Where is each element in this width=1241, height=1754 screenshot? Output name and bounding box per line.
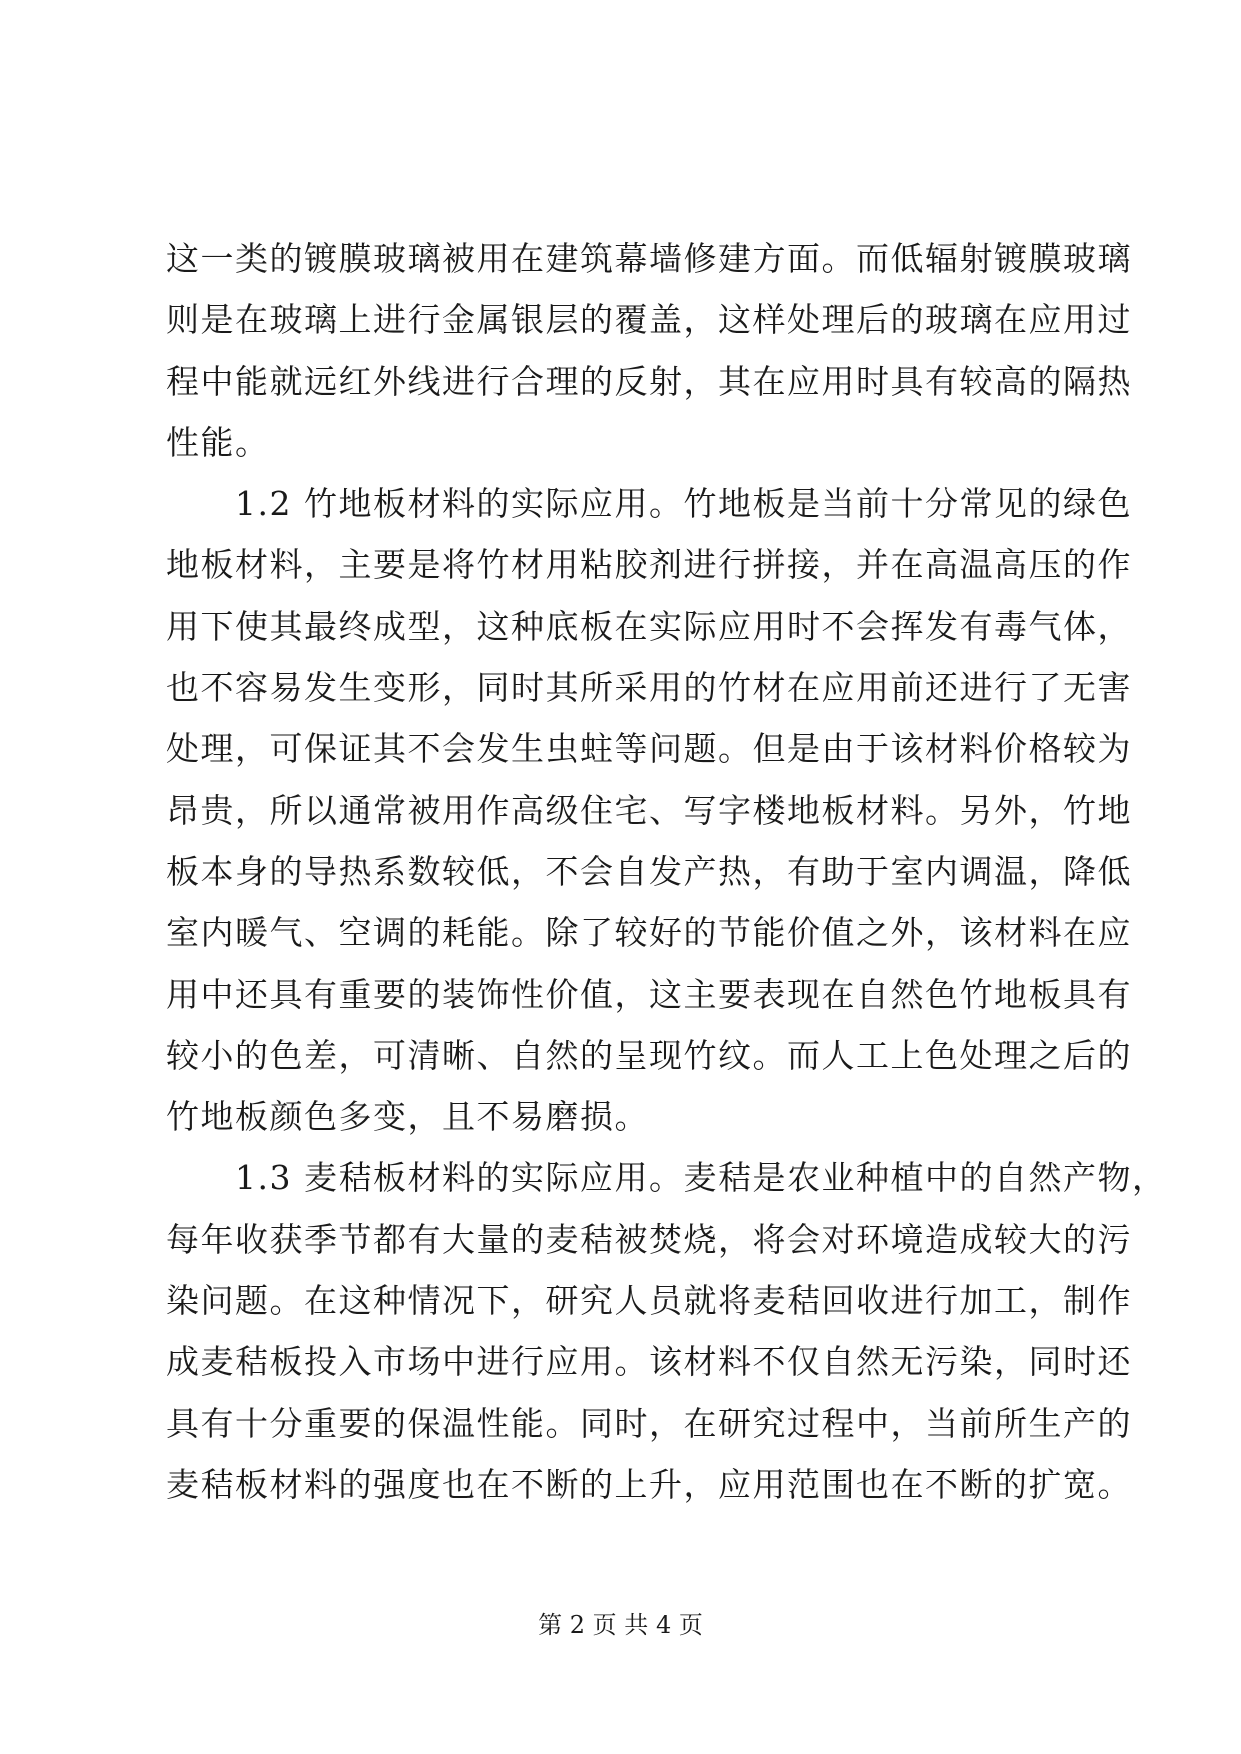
text-line: 染问题。在这种情况下，研究人员就将麦秸回收进行加工，制作 xyxy=(166,1281,1132,1321)
text-line: 昂贵，所以通常被用作高级住宅、写字楼地板材料。另外，竹地 xyxy=(166,790,1132,830)
text-line: 处理，可保证其不会发生虫蛀等问题。但是由于该材料价格较为 xyxy=(166,729,1132,769)
text-line: 竹地板颜色多变，且不易磨损。 xyxy=(166,1097,649,1137)
text-line: 成麦秸板投入市场中进行应用。该材料不仅自然无污染，同时还 xyxy=(166,1342,1132,1382)
text-line: 1.3 麦秸板材料的实际应用。麦秸是农业种植中的自然产物， xyxy=(166,1158,1167,1198)
text-line: 程中能就远红外线进行合理的反射，其在应用时具有较高的隔热 xyxy=(166,361,1132,401)
text-line: 具有十分重要的保温性能。同时，在研究过程中，当前所生产的 xyxy=(166,1403,1132,1443)
text-line: 1.2 竹地板材料的实际应用。竹地板是当前十分常见的绿色 xyxy=(166,484,1132,524)
text-line: 用下使其最终成型，这种底板在实际应用时不会挥发有毒气体， xyxy=(166,606,1132,646)
text-line: 这一类的镀膜玻璃被用在建筑幕墙修建方面。而低辐射镀膜玻璃 xyxy=(166,239,1132,278)
text-line: 麦秸板材料的强度也在不断的上升，应用范围也在不断的扩宽。 xyxy=(166,1464,1132,1504)
text-line: 较小的色差，可清晰、自然的呈现竹纹。而人工上色处理之后的 xyxy=(166,1035,1132,1075)
text-line: 性能。 xyxy=(166,422,270,462)
text-line: 用中还具有重要的装饰性价值，这主要表现在自然色竹地板具有 xyxy=(166,974,1132,1014)
page-number-footer: 第 2 页 共 4 页 xyxy=(538,1611,703,1639)
text-line: 每年收获季节都有大量的麦秸被焚烧，将会对环境造成较大的污 xyxy=(166,1219,1132,1259)
text-line: 室内暖气、空调的耗能。除了较好的节能价值之外，该材料在应 xyxy=(166,913,1132,953)
text-line: 板本身的导热系数较低，不会自发产热，有助于室内调温，降低 xyxy=(166,851,1132,891)
body-text xyxy=(166,228,1167,1515)
text-line: 地板材料，主要是将竹材用粘胶剂进行拼接，并在高温高压的作 xyxy=(166,545,1132,585)
text-line: 也不容易发生变形，同时其所采用的竹材在应用前还进行了无害 xyxy=(166,668,1132,708)
text-line: 则是在玻璃上进行金属银层的覆盖，这样处理后的玻璃在应用过 xyxy=(166,300,1132,340)
